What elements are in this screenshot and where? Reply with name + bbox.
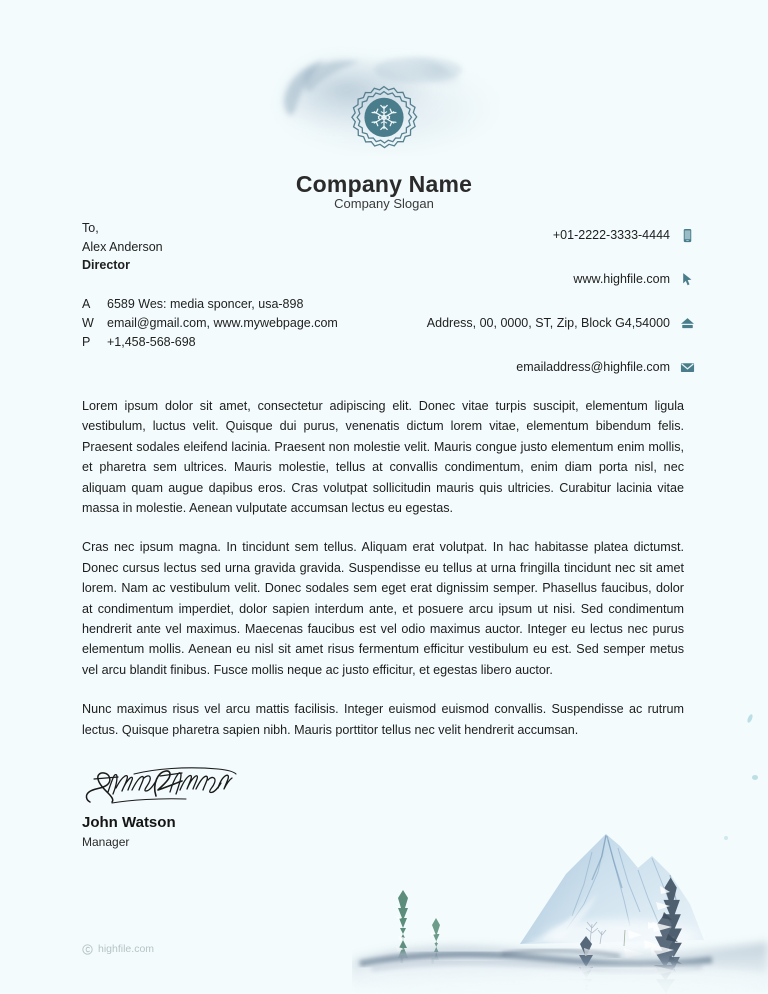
contact-phone-text: +01-2222-3333-4444 [552,228,670,242]
body-paragraph-2: Cras nec ipsum magna. In tincidunt sem tellus. Aliquam erat volutpat. In hac habitasse platea dictumst. Donec cursus lectus sed urna gravida gravida. Suspendisse eu tellus at urna fringilla tincidunt nec sit amet lorem. Nam ac vestibulum velit. Donec sodales sem eget erat dignissim semper. Phasellus faucibus, dolor at condimentum imperdiet, dolor sapien interdum ante, et posuere arcu ipsum ut nisi. Sed condimentum hendrerit ante vel maximus. Maecenas faucibus est vel odio maximus auctor. Integer eu lectus nec purus elementum mollis. Aenean eu nisl sit amet risus fermentum efficitur vestibulum eu est. Sed semper metus vel arcu blandit finibus. Fusce mollis neque ac justo efficitur, et egestas libero auctor. [82,540,684,677]
sender-info-value: 6589 Wes: media sponcer, usa-898 [107,297,304,311]
contact-address-text: Address, 00, 0000, ST, Zip, Block G4,54000 [426,316,670,330]
logo-block [0,84,768,211]
company-slogan: Company Slogan [334,196,434,212]
handwritten-signature-icon [82,762,242,808]
recipient-to-label: To, [82,221,99,235]
recipient-name: Alex Anderson [82,239,163,254]
snowflake-badge-icon [344,84,424,164]
contact-area [0,213,768,373]
signature-role: Manager [82,835,130,849]
paint-speck [724,836,728,840]
sender-info-key: A [82,297,91,311]
cursor-pointer-icon [679,271,696,288]
pine-trees-green [378,890,458,971]
mobile-phone-icon [679,227,696,244]
contact-row-website [236,257,696,301]
signature-block [82,762,382,849]
sender-info-key: P [82,335,91,349]
paint-speck [752,775,758,780]
sender-info-value: +1,458-568-698 [107,335,196,349]
sender-info-value[interactable]: email@gmail.com, www.mywebpage.com [107,316,338,330]
home-icon [679,315,696,332]
envelope-icon [679,359,696,376]
pine-trees-dark [578,877,682,993]
footer [82,943,154,955]
mist-wash [352,942,768,994]
recipient-role: Director [82,258,130,272]
contact-row-phone [236,213,696,257]
sender-info-key: W [82,316,94,330]
letterhead-header [0,0,768,215]
contact-website-text[interactable]: www.highfile.com [573,272,670,286]
body-paragraph-3: Nunc maximus risus vel arcu mattis facilisis. Integer euismod euismod convallis. Suspendisse ac rutrum lectus. Quisque pharetra sapien nibh. Mauris porttitor tellus nec velit hendrerit accumsan. [82,702,684,737]
contact-row-email [236,345,696,389]
recipient-block [82,219,163,275]
mountain [520,834,704,952]
contact-row-address [236,301,696,345]
snow-sprigs [586,922,625,946]
body-paragraph-1: Lorem ipsum dolor sit amet, consectetur adipiscing elit. Donec vitae turpis suscipit, elementum ligula vestibulum, luctus velit. Quisque dui purus, venenatis dictum lorem vitae, elementum bibendum felis. Praesent sodales eleifend lacinia. Praesent non molestie velit. Mauris congue justo elementum enim mollis, et pharetra sem ultrices. Mauris molestie, tellus at convallis condimentum, enim diam porta nisl, nec aliquam quam augue dapibus eros. Cras volutpat sollicitudin mauris quis ultricies. Curabitur lacinia vitae massa in molestie. Aenean vulputate accumsan lectus eu egestas. [82,399,684,516]
copyright-icon [82,944,93,955]
footer-text[interactable]: highfile.com [98,943,155,955]
winter-mountain-landscape [352,812,768,994]
paint-speck [746,714,753,724]
company-name: Company Name [295,171,473,197]
signature-name: John Watson [82,814,176,831]
contact-email-text[interactable]: emailaddress@highfile.com [516,360,670,374]
contact-list [236,213,696,389]
letter-body [82,396,684,740]
